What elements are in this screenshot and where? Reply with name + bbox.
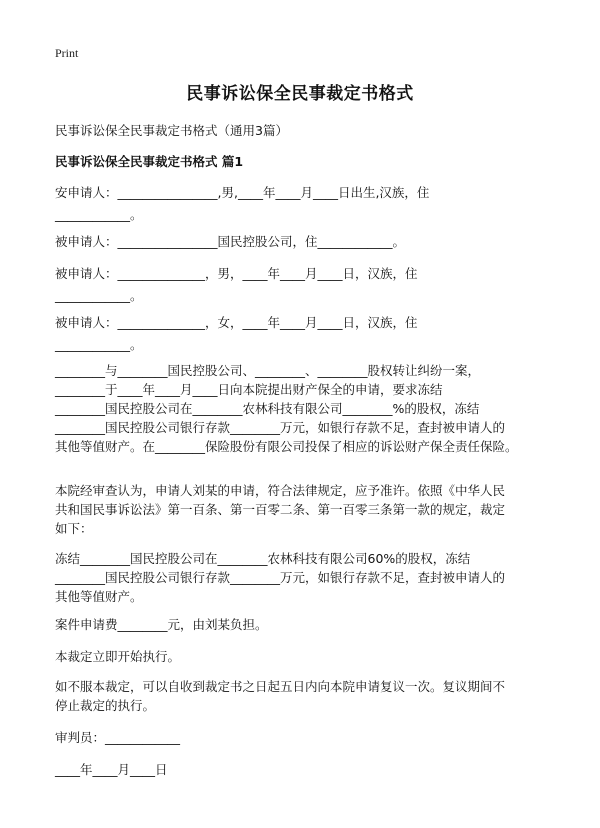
freeze-paragraph-line: 冻结________国民控股公司在________农林科技有限公司60%的股权，冻结 <box>55 551 471 566</box>
appeal-paragraph-line: 停止裁定的执行。 <box>55 698 156 713</box>
case-paragraph-line: ________于____年____月____日向本院提出财产保全的申请，要求冻结 <box>55 382 443 397</box>
respondent-company-line: 被申请人：________________国民控股公司，住____________。 <box>55 234 406 249</box>
document-subtitle: 民事诉讼保全民事裁定书格式（通用3篇） <box>55 123 288 138</box>
judge-signature-line: 审判员：____________ <box>55 730 181 745</box>
respondent-female-address-line: ____________。 <box>55 337 143 352</box>
ruling-paragraph-line: 如下： <box>55 521 93 536</box>
respondent-male-address-line: ____________。 <box>55 288 143 303</box>
execution-line: 本裁定立即开始执行。 <box>55 649 181 664</box>
ruling-paragraph-line: 共和国民事诉讼法》第一百条、第一百零二条、第一百零三条第一款的规定，裁定 <box>55 502 506 517</box>
print-link[interactable]: Print <box>55 46 79 60</box>
section-heading: 民事诉讼保全民事裁定书格式 篇1 <box>55 154 244 169</box>
document-title: 民事诉讼保全民事裁定书格式 <box>186 84 414 104</box>
ruling-paragraph-line: 本院经审查认为，申请人刘某的申请，符合法律规定，应予准许。依照《中华人民 <box>55 483 506 498</box>
respondent-male-line: 被申请人：______________，男，____年____月____日，汉族，住 <box>55 266 418 281</box>
case-paragraph-line: ________国民控股公司银行存款________万元，如银行存款不足，查封被申请人的 <box>55 420 506 435</box>
case-paragraph-line: 其他等值财产。在________保险股份有限公司投保了相应的诉讼财产保全责任保险。 <box>55 439 518 454</box>
respondent-female-line: 被申请人：______________，女，____年____月____日，汉族，住 <box>55 315 418 330</box>
date-line: ____年____月____日 <box>55 762 168 777</box>
appeal-paragraph-line: 如不服本裁定，可以自收到裁定书之日起五日内向本院申请复议一次。复议期间不 <box>55 679 506 694</box>
fee-line: 案件申请费________元，由刘某负担。 <box>55 617 268 632</box>
freeze-paragraph-line: 其他等值财产。 <box>55 589 143 604</box>
freeze-paragraph-line: ________国民控股公司银行存款________万元，如银行存款不足，查封被申请人的 <box>55 570 506 585</box>
case-paragraph-line: ________与________国民控股公司、________、________股权转让纠纷一案， <box>55 363 481 378</box>
case-paragraph-line: ________国民控股公司在________农林科技有限公司________%的股权，冻结 <box>55 401 480 416</box>
applicant-address-line: ____________。 <box>55 207 143 222</box>
applicant-line: 安申请人：________________,男,____年____月____日出生,汉族，住 <box>55 185 430 200</box>
